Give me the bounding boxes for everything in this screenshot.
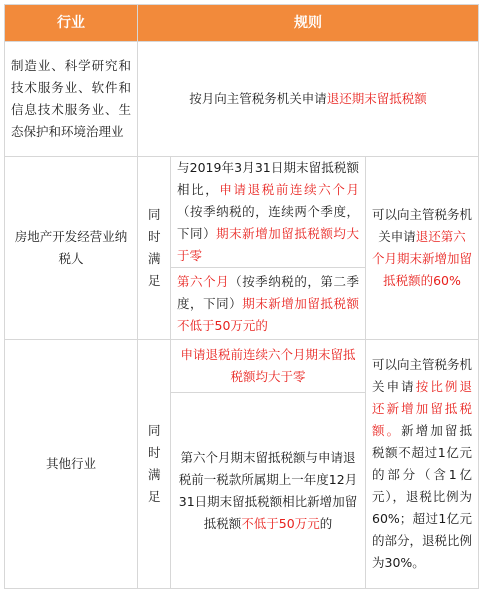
highlighted-text: 不低于50万元	[241, 515, 320, 531]
highlighted-text: 退还第六个月期末新增加留抵税额的60%	[372, 229, 473, 288]
row2-industry	[4, 156, 138, 340]
highlighted-text: 第六个月	[177, 273, 230, 289]
header-rule: 规则	[137, 4, 479, 42]
row2-cond2	[170, 267, 366, 340]
highlighted-text: 期末新增加留抵税额均大于零	[177, 226, 359, 263]
row1-rule-text	[144, 88, 472, 110]
highlighted-text: 退还期末留抵税额	[326, 91, 427, 106]
rule-text: 第六个月期末留抵税额与申请退税前一税款所属期上一年度12月31日期末留抵税额相比新增加留抵税额	[178, 449, 358, 531]
row2-result	[365, 156, 479, 340]
row3-result	[365, 339, 479, 589]
highlighted-text: 申请退税前连续六个月	[219, 182, 359, 197]
rule-text: 可以向主管税务机关申请	[372, 207, 473, 244]
row1-industry	[4, 41, 138, 157]
row3-cond1-text	[177, 344, 359, 388]
row3-condition	[137, 339, 171, 589]
row2-result-text	[372, 204, 472, 292]
highlighted-text: 按比例退还新增加留抵税额。	[372, 379, 472, 438]
header-industry: 行业	[4, 4, 138, 42]
rule-text: 的	[319, 515, 333, 531]
rule-text: （按季纳税的，第二季度，下同）	[177, 273, 359, 311]
row3-cond2-text	[177, 447, 359, 535]
row3-condition-text: 同时满足	[148, 423, 161, 504]
row2-condition-text: 同时满足	[148, 207, 161, 288]
rule-text: 与2019年3月31日期末留抵税额相比，	[177, 160, 359, 197]
rule-text: 按月向主管税务机关申请	[189, 91, 327, 106]
row2-cond1-text	[177, 157, 359, 267]
row3-result-text	[372, 354, 472, 574]
row2-industry-text: 房地产开发经营业纳税人	[14, 229, 128, 266]
row1-rule	[137, 41, 479, 157]
rule-text: 可以向主管税务机关申请	[372, 357, 473, 394]
row3-cond2	[170, 392, 366, 589]
row3-cond1	[170, 339, 366, 393]
row3-industry-text: 其他行业	[45, 456, 96, 471]
rule-text: 新增加留抵税额不超过1亿元的部分（含1亿元），退税比例为60%；超过1亿元的部分，退税比例为30%。	[372, 423, 473, 570]
rule-text: （按季纳税的，连续两个季度，下同）	[177, 204, 359, 241]
row3-industry	[4, 339, 138, 589]
highlighted-text: 申请退税前连续六个月期末留抵税额均大于零	[180, 347, 356, 384]
row2-cond2-text	[177, 271, 359, 337]
row2-cond1	[170, 156, 366, 268]
row2-condition	[137, 156, 171, 340]
row1-industry-text: 制造业、科学研究和技术服务业、软件和信息技术服务业、生态保护和环境治理业	[11, 58, 131, 139]
highlighted-text: 期末新增加留抵税额不低于50万元的	[177, 295, 359, 333]
